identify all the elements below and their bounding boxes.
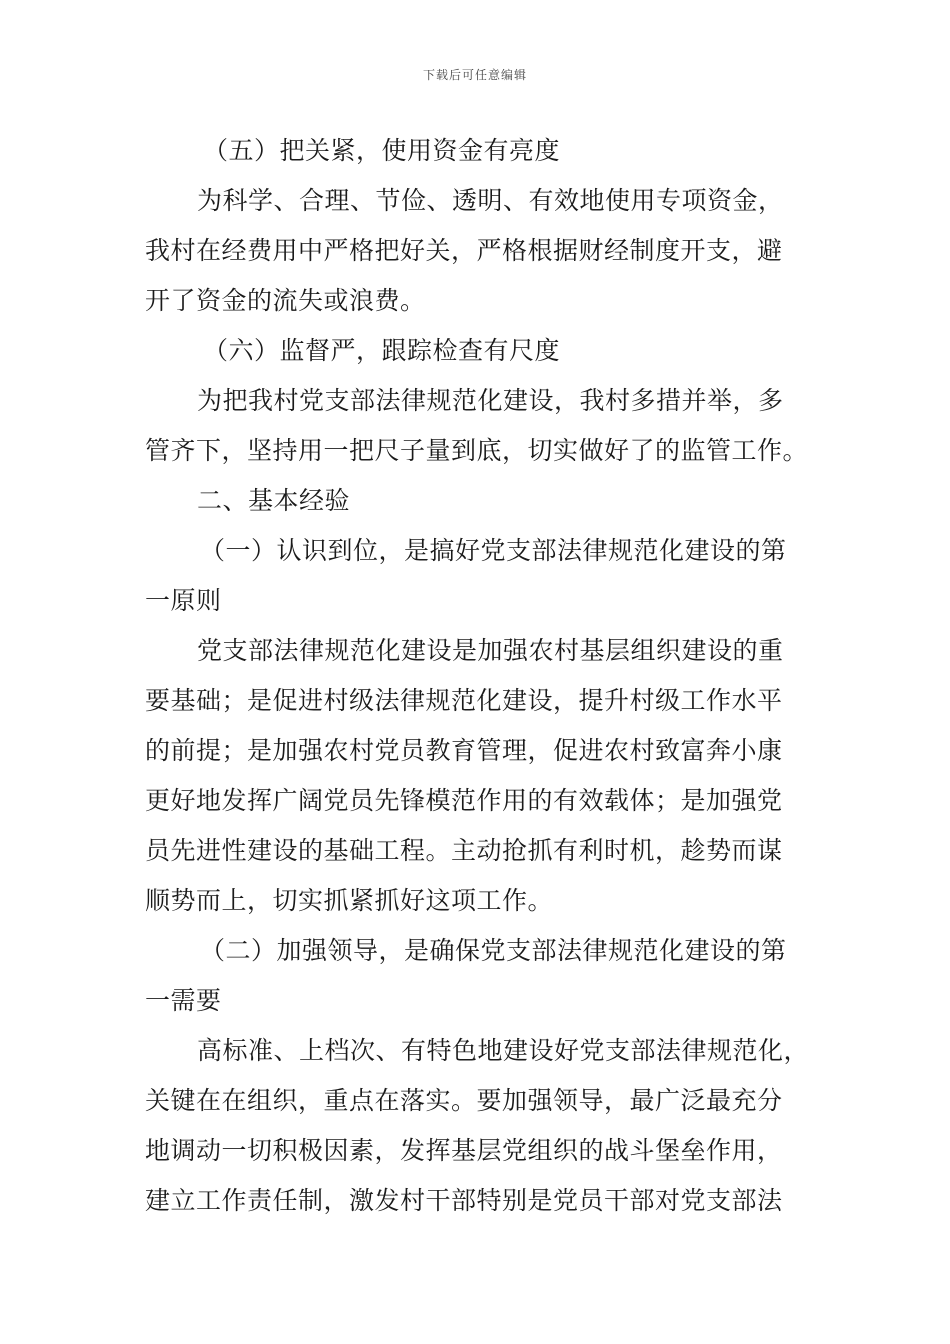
paragraph-line: 为科学、合理、节俭、透明、有效地使用专项资金， (197, 186, 784, 215)
paragraph-line: 更好地发挥广阔党员先锋模范作用的有效载体；是加强党 (145, 786, 783, 815)
paragraph-line: 为把我村党支部法律规范化建设，我村多措并举，多 (197, 386, 784, 415)
paragraph-line: 建立工作责任制，激发村干部特别是党员干部对党支部法 (145, 1186, 783, 1215)
paragraph-line: 地调动一切积极因素，发挥基层党组织的战斗堡垒作用， (145, 1136, 783, 1165)
paragraph-line: 员先进性建设的基础工程。主动抢抓有利时机，趁势而谋 (145, 836, 783, 865)
section-heading: （一）认识到位，是搞好党支部法律规范化建设的第 (200, 536, 787, 565)
paragraph-line: 开了资金的流失或浪费。 (145, 286, 426, 315)
section-heading: （六）监督严，跟踪检查有尺度 (203, 336, 561, 365)
section-heading: （五）把关紧，使用资金有亮度 (203, 136, 561, 165)
paragraph-line: 管齐下，坚持用一把尺子量到底，切实做好了的监管工作。 (145, 436, 809, 465)
section-heading: 一需要 (145, 986, 222, 1015)
section-heading: 一原则 (145, 586, 222, 615)
section-heading: （二）加强领导，是确保党支部法律规范化建设的第 (200, 936, 787, 965)
document-body (145, 126, 810, 1226)
page-header-note: 下载后可任意编辑 (422, 68, 527, 82)
paragraph-line: 我村在经费用中严格把好关，严格根据财经制度开支，避 (145, 236, 783, 265)
paragraph-line: 高标准、上档次、有特色地建设好党支部法律规范化， (197, 1036, 810, 1065)
section-heading: 二、基本经验 (197, 486, 351, 515)
paragraph-line: 要基础；是促进村级法律规范化建设，提升村级工作水平 (145, 686, 783, 715)
paragraph-line: 关键在在组织，重点在落实。要加强领导，最广泛最充分 (145, 1086, 783, 1115)
paragraph-line: 顺势而上，切实抓紧抓好这项工作。 (145, 886, 554, 915)
paragraph-line: 的前提；是加强农村党员教育管理，促进农村致富奔小康 (145, 736, 783, 765)
paragraph-line: 党支部法律规范化建设是加强农村基层组织建设的重 (197, 636, 784, 665)
